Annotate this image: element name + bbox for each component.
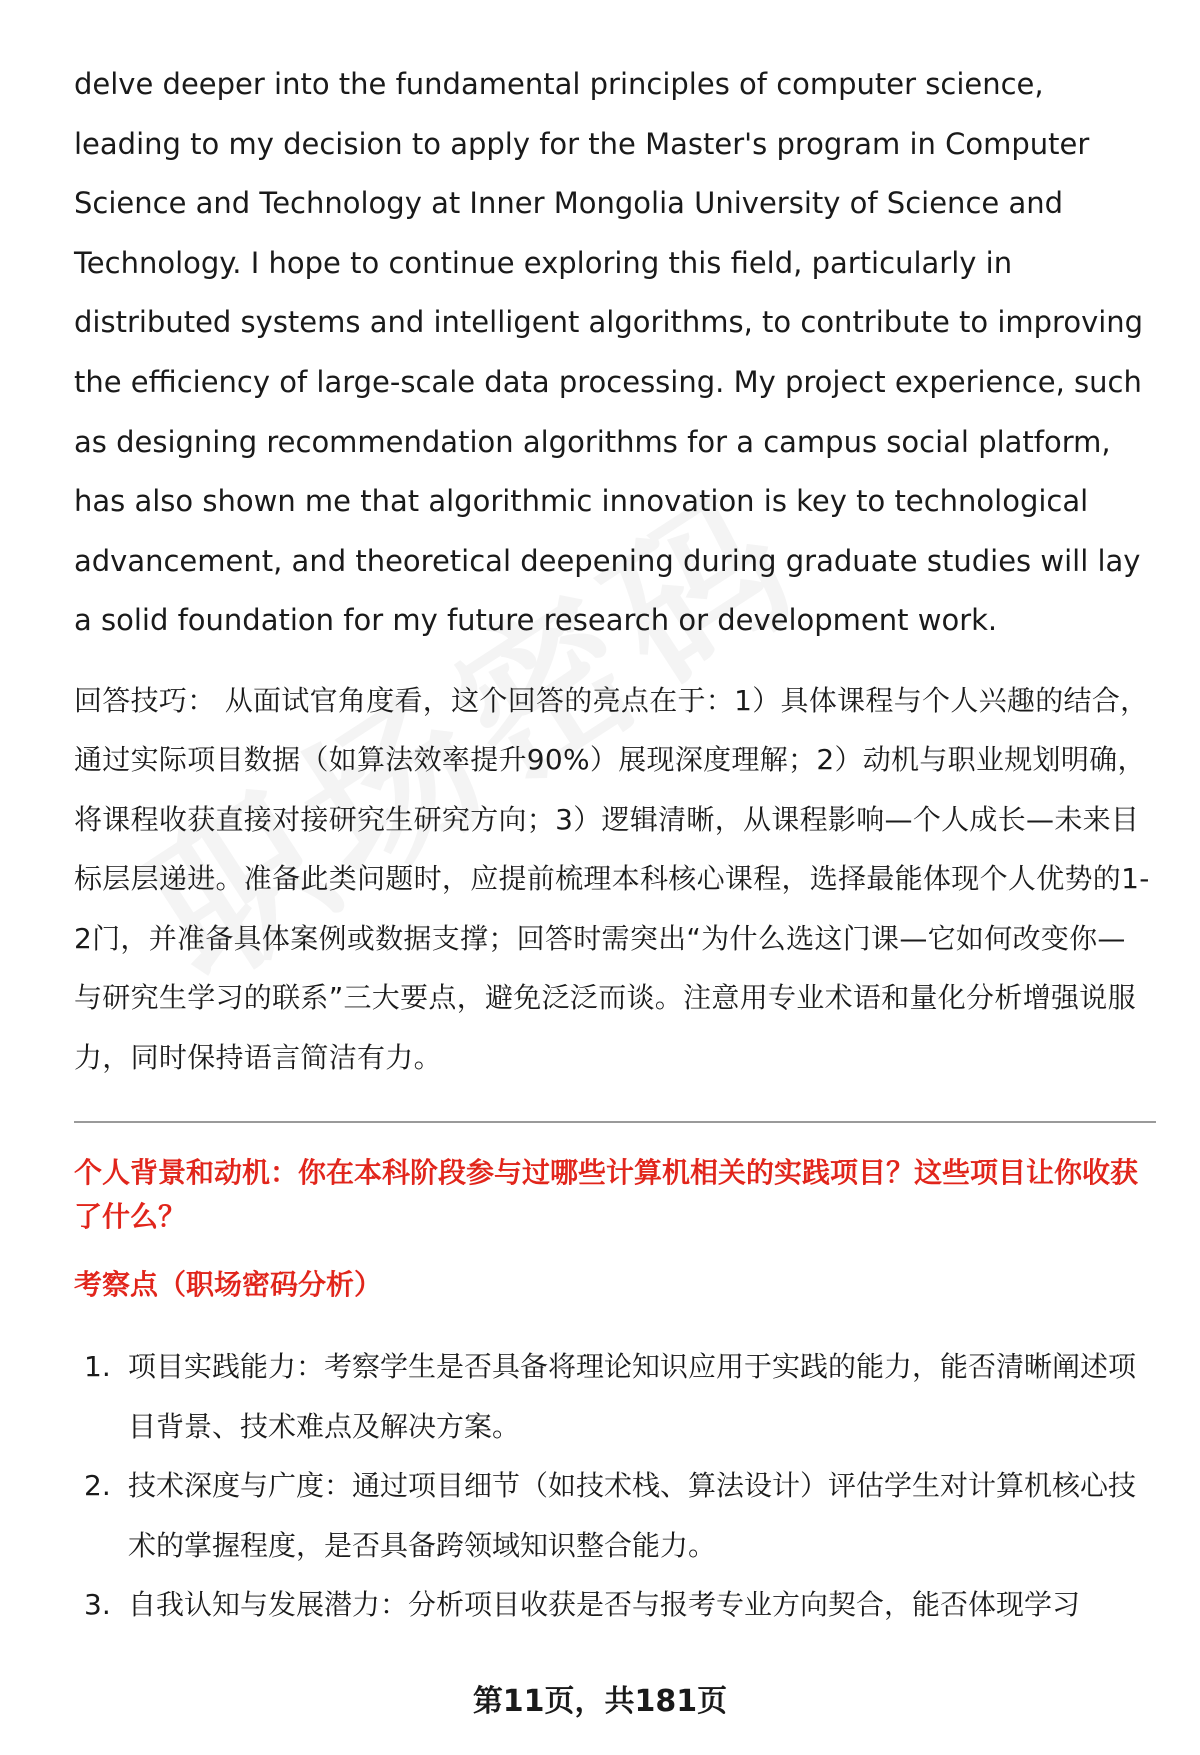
document-body — [74, 55, 1154, 1635]
list-item-number: 2. — [84, 1469, 111, 1503]
list-item — [74, 1456, 1154, 1575]
question-heading: 个人背景和动机：你在本科阶段参与过哪些计算机相关的实践项目？这些项目让你收获了什么？ — [74, 1156, 1139, 1234]
page-number-footer: 第11页，共181页 — [472, 1684, 728, 1719]
answer-tips-paragraph: 回答技巧： 从面试官角度看，这个回答的亮点在于：1）具体课程与个人兴趣的结合，通过实际项目数据（如算法效率提升90%）展现深度理解；2）动机与职业规划明确，将课程收获直接对接研究生研究方向；3）逻辑清晰，从课程影响—个人成长—未来目标层层递进。准备此类问题时，应提前梳理本科核心课程，选择最能体现个人优势的1-2门，并准备具体案例或数据支撑；回答时需突出“为什么选这门课—它如何改变你—与研究生学习的联系”三大要点，避免泛泛而谈。注意用专业术语和量化分析增强说服力，同时保持语言简洁有力。 — [74, 683, 1150, 1074]
list-item-text: 自我认知与发展潜力：分析项目收获是否与报考专业方向契合，能否体现学习 — [128, 1588, 1081, 1622]
assessment-points-title: 考察点（职场密码分析） — [74, 1268, 383, 1302]
list-item-number: 1. — [84, 1350, 111, 1384]
list-item — [74, 1575, 1154, 1635]
section-divider — [74, 1121, 1156, 1123]
list-item — [74, 1337, 1154, 1456]
list-item-text: 项目实践能力：考察学生是否具备将理论知识应用于实践的能力，能否清晰阐述项目背景、技术难点及解决方案。 — [128, 1350, 1137, 1443]
assessment-points-list — [74, 1337, 1154, 1635]
list-item-text: 技术深度与广度：通过项目细节（如技术栈、算法设计）评估学生对计算机核心技术的掌握程度，是否具备跨领域知识整合能力。 — [128, 1469, 1137, 1562]
answer-paragraph: delve deeper into the fundamental principles of computer science, leading to my decision to apply for the Master's program in Computer Science and Technology at Inner Mongolia University of Science and Technology. I hope to continue exploring this field, particularly in distributed systems and intelligent algorithms, to contribute to improving the efficiency of large-scale data processing. My project experience, such as designing recommendation algorithms for a campus social platform, has also shown me that algorithmic innovation is key to technological advancement, and theoretical deepening during graduate studies will lay a solid foundation for my future research or development work. — [74, 67, 1144, 638]
list-item-number: 3. — [84, 1588, 111, 1622]
